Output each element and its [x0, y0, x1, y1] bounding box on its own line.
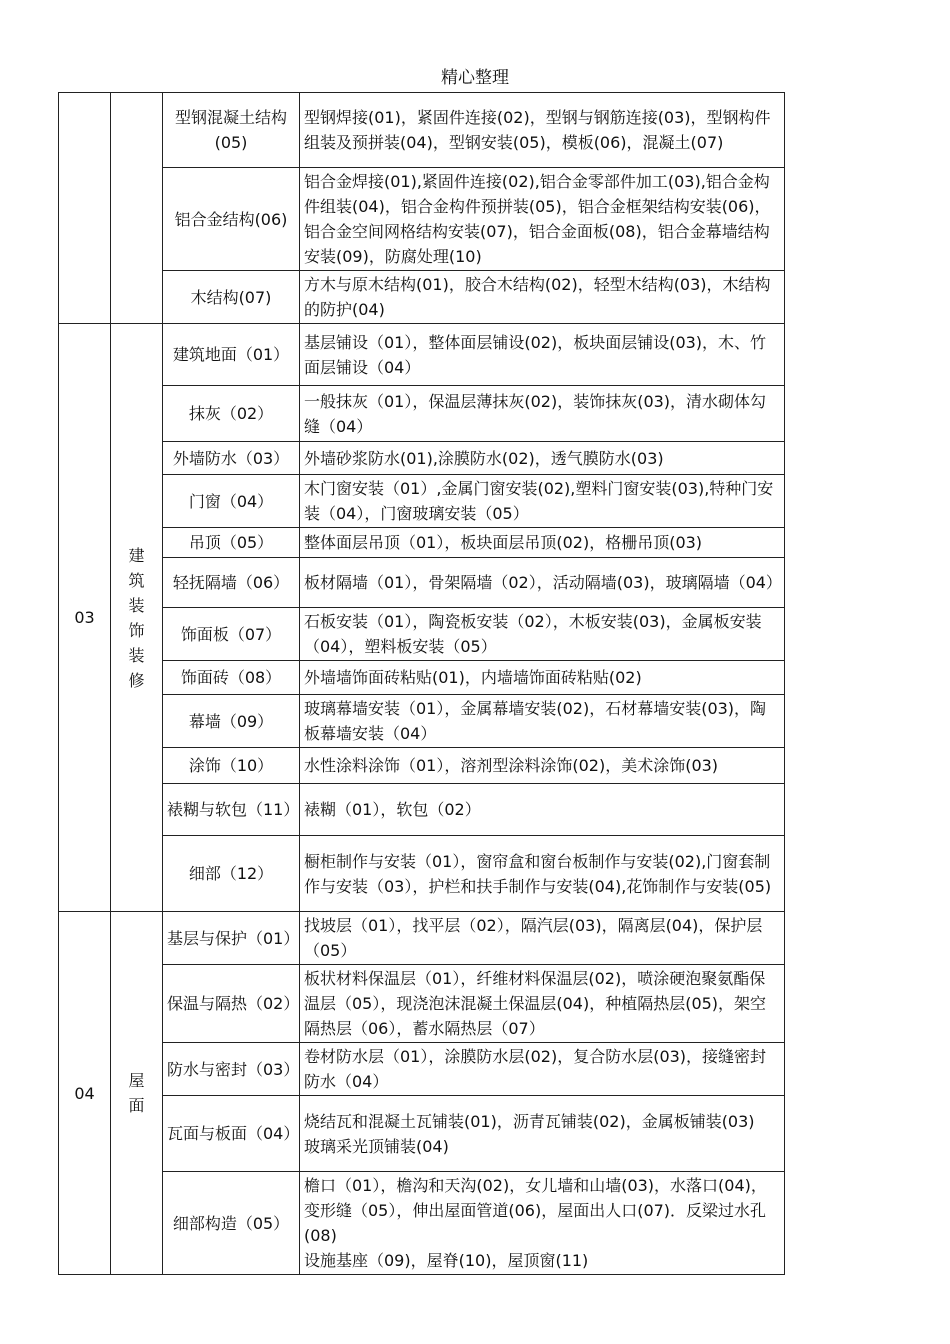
item-list [300, 836, 785, 912]
table-row [59, 784, 785, 836]
item-list [300, 558, 785, 608]
table-row [59, 695, 785, 748]
table-row [59, 168, 785, 271]
section-code: 03 [59, 324, 111, 912]
item-text: 基层铺设（01），整体面层铺设(02)，板块面层铺设(03)，木、竹面层铺设（04） [304, 332, 767, 377]
item-text: 方木与原木结构(01)，胶合木结构(02)，轻型木结构(03)，木结构的防护(04) [304, 275, 771, 319]
subsection-name: 饰面砖（08） [163, 661, 300, 695]
item-list [300, 442, 785, 475]
item-list [300, 168, 785, 271]
table-row [59, 608, 785, 661]
subsection-name: 基层与保护（01） [163, 912, 300, 965]
table-row [59, 748, 785, 784]
subsection-name: 铝合金结构(06) [163, 168, 300, 271]
section-category [111, 93, 163, 324]
item-list [300, 1043, 785, 1096]
table-row [59, 475, 785, 528]
item-text: 一般抹灰（01），保温层薄抹灰(02)，装饰抹灰(03)，清水砌体勾缝（04） [304, 391, 767, 436]
subsection-name: 细部（12） [163, 836, 300, 912]
subsection-name: 外墙防水（03） [163, 442, 300, 475]
table-row [59, 1043, 785, 1096]
subsection-name: 抹灰（02） [163, 386, 300, 442]
table-row [59, 386, 785, 442]
item-text: 橱柜制作与安装（01），窗帘盒和窗台板制作与安装(02),门窗套制作与安装（03），护栏和扶手制作与安装(04),花饰制作与安装(05) [304, 851, 772, 896]
subsection-name: 保温与隔热（02） [163, 965, 300, 1043]
subsection-name: 涂饰（10） [163, 748, 300, 784]
subsection-name: 轻抚隔墙（06） [163, 558, 300, 608]
table-row [59, 1172, 785, 1275]
subsection-name: 木结构(07) [163, 271, 300, 324]
item-list [300, 475, 785, 528]
item-text: 整体面层吊顶（01），板块面层吊顶(02)，格栅吊顶(03) [304, 533, 703, 552]
item-text: 板状材料保温层（01），纤维材料保温层(02)，喷涂硬泡聚氨酯保温层（05），现浇泡沫混凝土保温层(04)，种植隔热层(05)，架空隔热层（06），蓄水隔热层（07） [304, 969, 767, 1038]
page-header: 精心整理 [441, 68, 509, 88]
item-text: 设施基座（09)，屋脊(10)，屋顶窗(11) [304, 1251, 589, 1270]
table-row [59, 324, 785, 386]
section-category: 屋 面 [111, 912, 163, 1275]
section-category: 建 筑 装 饰 装 修 [111, 324, 163, 912]
item-text: 板材隔墙（01），骨架隔墙（02），活动隔墙(03)，玻璃隔墙（04） [304, 573, 782, 592]
subsection-name: 裱糊与软包（11） [163, 784, 300, 836]
table-row [59, 836, 785, 912]
subsection-name: 建筑地面（01） [163, 324, 300, 386]
item-list [300, 661, 785, 695]
table-row [59, 965, 785, 1043]
item-text: 卷材防水层（01），涂膜防水层(02)，复合防水层(03)，接缝密封防水（04） [304, 1047, 767, 1091]
table-row [59, 528, 785, 558]
item-text: 找坡层（01），找平层（02），隔汽层(03)，隔离层(04)，保护层（05） [304, 916, 763, 960]
subsection-name: 细部构造（05） [163, 1172, 300, 1275]
item-list [300, 608, 785, 661]
table-row [59, 661, 785, 695]
item-text: 外墙墙饰面砖粘贴(01)，内墙墙饰面砖粘贴(02) [304, 668, 642, 687]
table-row [59, 1096, 785, 1172]
item-text: 玻璃采光顶铺装(04) [304, 1136, 449, 1156]
table-row [59, 442, 785, 475]
item-list [300, 695, 785, 748]
item-list [300, 93, 785, 168]
subsection-name: 吊顶（05） [163, 528, 300, 558]
item-text: 型钢焊接(01)，紧固件连接(02)，型钢与钢筋连接(03)，型钢构件组装及预拼装(04)，型钢安装(05)，模板(06)，混凝土(07) [304, 108, 771, 152]
item-list [300, 528, 785, 558]
subsection-name: 幕墙（09） [163, 695, 300, 748]
section-code [59, 93, 111, 324]
section-code: 04 [59, 912, 111, 1275]
item-list [300, 748, 785, 784]
table-row [59, 271, 785, 324]
subsection-name: 门窗（04） [163, 475, 300, 528]
item-list [300, 386, 785, 442]
item-text: 裱糊（01），软包（02） [304, 800, 481, 819]
table-row [59, 912, 785, 965]
item-list [300, 1096, 785, 1172]
item-text: 烧结瓦和混凝土瓦铺装(01)，沥青瓦铺装(02)，金属板铺装(03) [304, 1111, 755, 1131]
subsection-name: 防水与密封（03） [163, 1043, 300, 1096]
item-list [300, 965, 785, 1043]
table-row [59, 93, 785, 168]
item-text: 木门窗安装（01）,金属门窗安装(02),塑料门窗安装(03),特种门安装（04），门窗玻璃安装（05） [304, 479, 774, 523]
item-list [300, 324, 785, 386]
item-list [300, 271, 785, 324]
subsection-name: 型钢混凝土结构(05) [163, 93, 300, 168]
subsection-name: 瓦面与板面（04） [163, 1096, 300, 1172]
item-list [300, 912, 785, 965]
item-list [300, 784, 785, 836]
item-text: 外墙砂浆防水(01),涂膜防水(02)，透气膜防水(03) [304, 448, 664, 468]
table-row [59, 558, 785, 608]
item-text: 铝合金焊接(01),紧固件连接(02),铝合金零部件加工(03),铝合金构件组装(04)，铝合金构件预拼装(05)，铝合金框架结构安装(06)，铝合金空间网格结构安装(07)，铝合金面板(08)，铝合金幕墙结构安装(09)，防腐处理(10) [304, 172, 771, 266]
subsection-name: 饰面板（07） [163, 608, 300, 661]
item-text: 檐口（01），檐沟和天沟(02)，女儿墙和山墙(03)，水落口(04)，变形缝（05），伸出屋面管道(06)，屋面出人口(07)．反梁过水孔(08) [304, 1176, 767, 1245]
item-list [300, 1172, 785, 1275]
item-text: 石板安装（01），陶瓷板安装（02），木板安装(03)，金属板安装（04），塑料板安装（05） [304, 612, 762, 656]
item-text: 玻璃幕墙安装（01），金属幕墙安装(02)，石材幕墙安装(03)，陶板幕墙安装（04） [304, 699, 767, 743]
subdivision-table [58, 92, 785, 1275]
item-text: 水性涂料涂饰（01），溶剂型涂料涂饰(02)，美术涂饰(03) [304, 756, 719, 775]
